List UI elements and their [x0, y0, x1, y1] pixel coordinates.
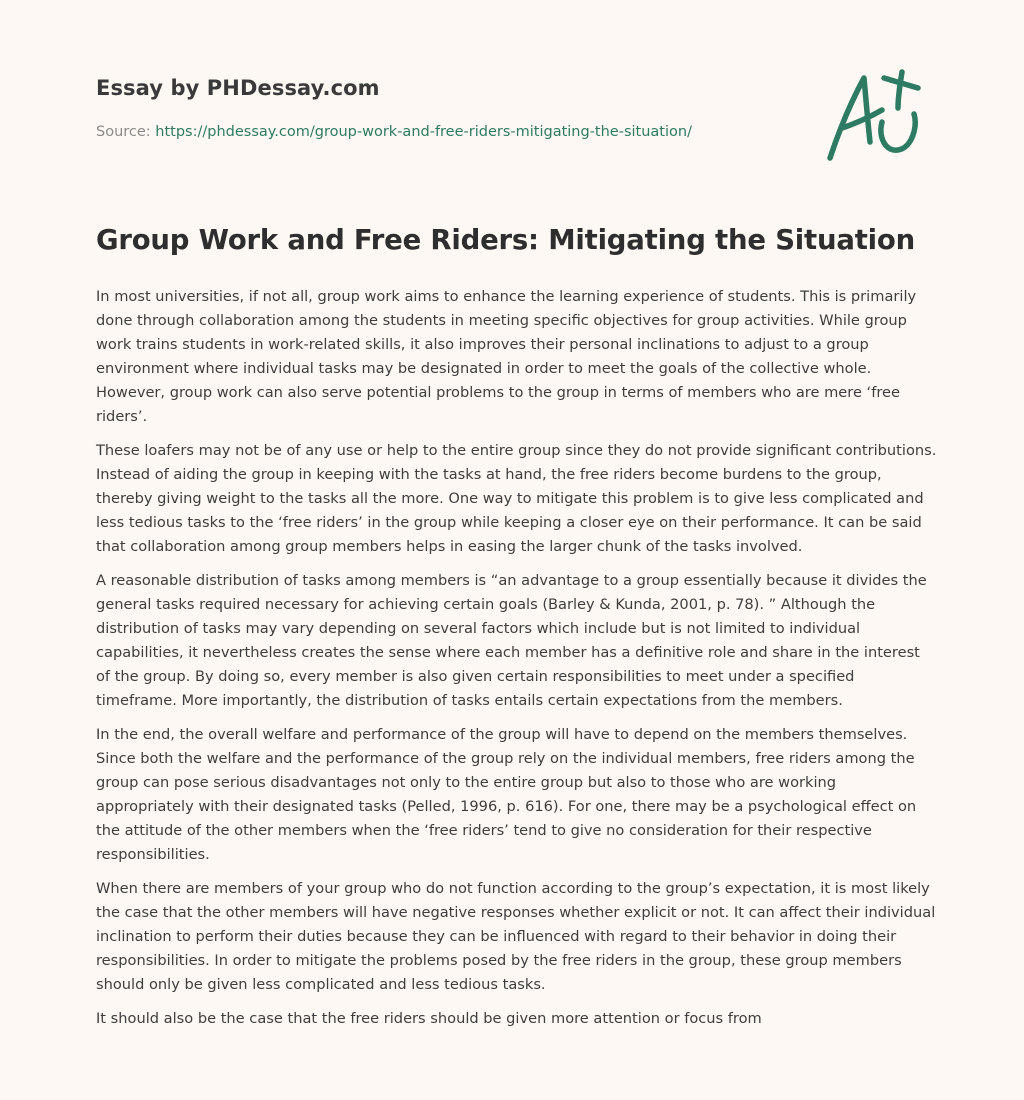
source-label: Source:	[96, 124, 151, 140]
source-link[interactable]: https://phdessay.com/group-work-and-free-riders-mitigating-the-situation/	[155, 124, 692, 140]
essay-paragraph: It should also be the case that the free riders should be given more attention or focus from	[96, 1010, 762, 1027]
essay-paragraph: In the end, the overall welfare and performance of the group will have to depend on the members themselves. Since both the welfare and the performance of the group rely on the individual members, free riders among the group can pose serious disadvantages not only to the entire group but also to those who are working appropriately with their designated tasks (Pelled, 1996, p. 616). For one, there may be a psychological effect on the attitude of the other members when the ‘free riders’ tend to give no consideration for their respective responsibilities.	[96, 726, 917, 863]
source-line	[96, 124, 692, 140]
essay-title: Group Work and Free Riders: Mitigating the Situation	[96, 224, 915, 256]
essay-body	[96, 285, 938, 1041]
a-plus-grade-icon	[820, 66, 930, 166]
essay-paragraph: In most universities, if not all, group work aims to enhance the learning experience of students. This is primarily done through collaboration among the students in meeting specific objectives for group activities. While group work trains students in work-related skills, it also improves their personal inclinations to adjust to a group environment where individual tasks may be designated in order to meet the goals of the collective whole. However, group work can also serve potential problems to the group in terms of members who are mere ‘free riders’.	[96, 288, 917, 425]
essay-paragraph: A reasonable distribution of tasks among members is “an advantage to a group essentially because it divides the general tasks required necessary for achieving certain goals (Barley & Kunda, 2001, p. 78). ” Although the distribution of tasks may vary depending on several factors which include but is not limited to individual capabilities, it nevertheless creates the sense where each member has a definitive role and share in the interest of the group. By doing so, every member is also given certain responsibilities to meet under a specified timeframe. More importantly, the distribution of tasks entails certain expectations from the members.	[96, 572, 927, 709]
essay-paragraph: When there are members of your group who do not function according to the group’s expectation, it is most likely the case that the other members will have negative responses whether explicit or not. It can affect their individual inclination to perform their duties because they can be influenced with regard to their behavior in doing their responsibilities. In order to mitigate the problems posed by the free riders in the group, these group members should only be given less complicated and less tedious tasks.	[96, 880, 936, 993]
site-brand: Essay by PHDessay.com	[96, 76, 380, 100]
essay-paragraph: These loafers may not be of any use or help to the entire group since they do not provide significant contributions. Instead of aiding the group in keeping with the tasks at hand, the free riders become burdens to the group, thereby giving weight to the tasks all the more. One way to mitigate this problem is to give less complicated and less tedious tasks to the ‘free riders’ in the group while keeping a closer eye on their performance. It can be said that collaboration among group members helps in easing the larger chunk of the tasks involved.	[96, 442, 937, 555]
